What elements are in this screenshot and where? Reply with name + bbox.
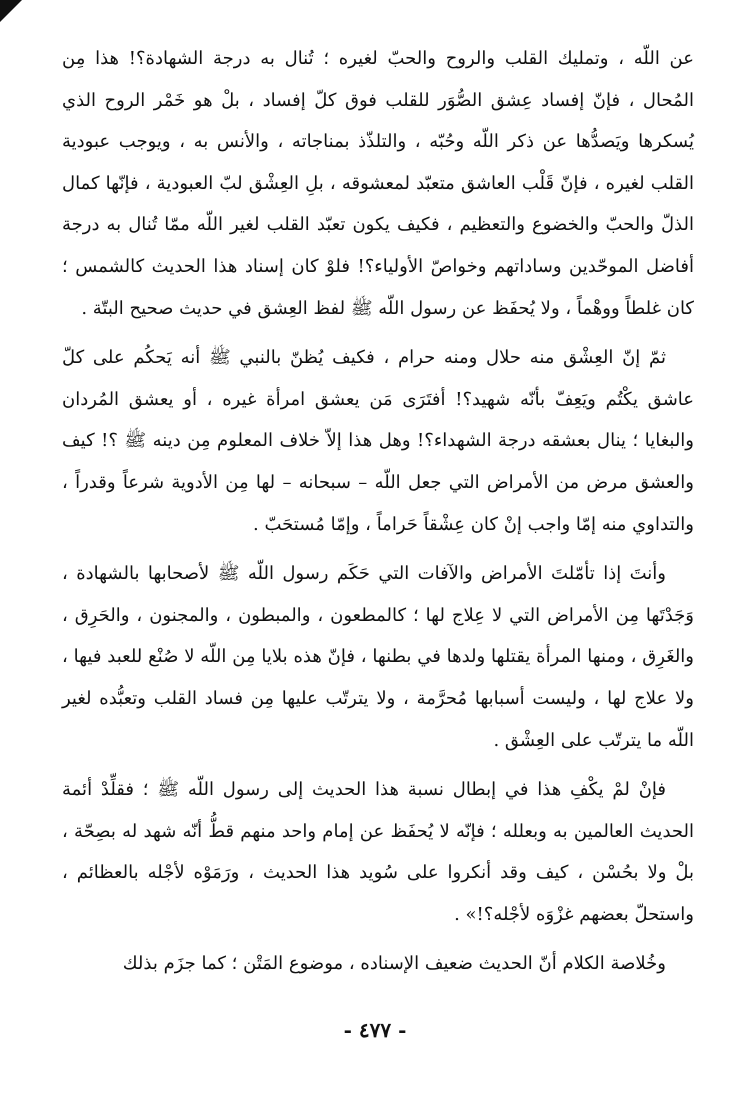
paragraph-5: وخُلاصة الكلام أنّ الحديث ضعيف الإسناده ، موضوع المَتْن ؛ كما جزَم بذلك — [122, 953, 666, 975]
corner-mark — [0, 0, 22, 22]
paragraph-1: عن اللّه ، وتمليك القلب والروح والحبّ لغيره ؛ تُنال به درجة الشهادة؟! هذا مِن المُحال ، فإنّ إفساد عِشق الصُّوَر للقلب فوق كلّ إفساد ، بلْ هو خَمْر الروح الذي يُسكرها ويَصدُّها عن ذكر اللّه وحُبّه ، والتلذّذ بمناجاته ، والأنس به ، ويوجب عبودية القلب لغيره ، فإنّ قَلْب العاشق متعبّد لمعشوقه ، بلِ العِشْق لبّ العبودية ، فإنّها كمال الذلّ والحبّ والخضوع والتعظيم ، فكيف يكون تعبّد القلب لغير اللّه ممّا تُنال به درجة أفاضل الموحّدين وساداتهم وخواصّ الأولياء؟! فلوْ كان إسناد هذا الحديث كالشمس ؛ كان غلطاً ووهْماً ، ولا يُحفَظ عن رسول اللّه ﷺ لفظ العِشق في حديث صحيح البتّة . — [62, 48, 694, 319]
page-body — [62, 38, 694, 985]
paragraph-3: وأنتَ إذا تأمّلتَ الأمراض والآفات التي حَكَم رسول اللّه ﷺ لأصحابها بالشهادة ، وَجَدْتَها مِن الأمراض التي لا عِلاج لها ؛ كالمطعون ، والمبطون ، والمجنون ، والحَرِق ، والغَرِق ، ومنها المرأة يقتلها ولدها في بطنها ، فإنّ هذه بلايا مِن اللّه لا صُنْع للعبد فيها ، ولا علاج لها ، وليست أسبابها مُحرَّمة ، ولا يترتّب عليها مِن فساد القلب وتعبُّده لغير اللّه ما يترتّب على العِشْق . — [62, 563, 694, 751]
paragraph-2: ثمّ إنّ العِشْق منه حلال ومنه حرام ، فكيف يُظنّ بالنبي ﷺ أنه يَحكُم على كلّ عاشق يكْتُم ويَعِفّ بأنّه شهيد؟! أفتَرَى مَن يعشق امرأة غيره ، أو يعشق المُردان والبغايا ؛ ينال بعشقه درجة الشهداء؟! وهل هذا إلاّ خلاف المعلوم مِن دينه ﷺ ؟! كيف والعشق مرض من الأمراض التي جعل اللّه – سبحانه – لها مِن الأدوية شرعاً وقدراً ، والتداوي منه إمّا واجب إنْ كان عِشْقاً حَراماً ، وإمّا مُستحَبّ . — [62, 347, 694, 535]
page-number: - ٤٧٧ - — [343, 1018, 407, 1042]
paragraph-4: فإنْ لمْ يكْفِ هذا في إبطال نسبة هذا الحديث إلى رسول اللّه ﷺ ؛ فقلِّدْ أئمة الحديث العالمين به وبعلله ؛ فإنّه لا يُحفَظ عن إمام واحد منهم قطُّ أنّه شهد له بصِحّة ، بلْ ولا بحُسْن ، كيف وقد أنكروا على سُويد هذا الحديث ، ورَمَوْه لأجْله بالعظائم ، واستحلّ بعضهم غزْوَه لأجْله؟!» . — [62, 779, 694, 925]
